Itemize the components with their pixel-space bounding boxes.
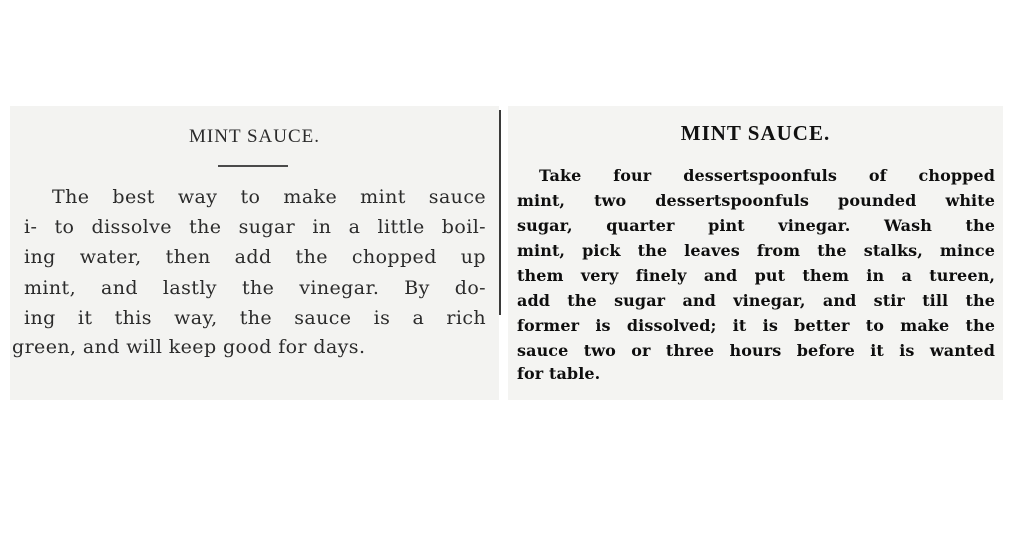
article-line: former is dissolved; it is better to make the <box>517 316 995 335</box>
left-article-body <box>12 186 486 376</box>
article-line: The best way to make mint sauce <box>52 186 486 208</box>
article-line: them very finely and put them in a tureen, <box>517 266 995 285</box>
column-divider <box>499 110 501 315</box>
article-line: i- to dissolve the sugar in a little boil- <box>24 216 486 238</box>
article-line: mint, pick the leaves from the stalks, mince <box>517 241 995 260</box>
article-line: sugar, quarter pint vinegar. Wash the <box>517 216 995 235</box>
article-line: mint, and lastly the vinegar. By do- <box>24 277 486 299</box>
article-line: ing it this way, the sauce is a rich <box>24 307 486 329</box>
right-article-body <box>517 166 995 381</box>
article-line: sauce two or three hours before it is wanted <box>517 341 995 360</box>
left-headline: MINT SAUCE. <box>189 126 320 147</box>
right-headline: MINT SAUCE. <box>680 121 831 145</box>
article-line: for table. <box>517 364 601 383</box>
headline-underline-rule <box>218 165 288 167</box>
article-line: Take four dessertspoonfuls of chopped <box>539 166 995 185</box>
article-line: mint, two dessertspoonfuls pounded white <box>517 191 995 210</box>
article-line: add the sugar and vinegar, and stir till the <box>517 291 995 310</box>
article-line: ing water, then add the chopped up <box>24 246 486 268</box>
article-line: green, and will keep good for days. <box>12 336 366 358</box>
